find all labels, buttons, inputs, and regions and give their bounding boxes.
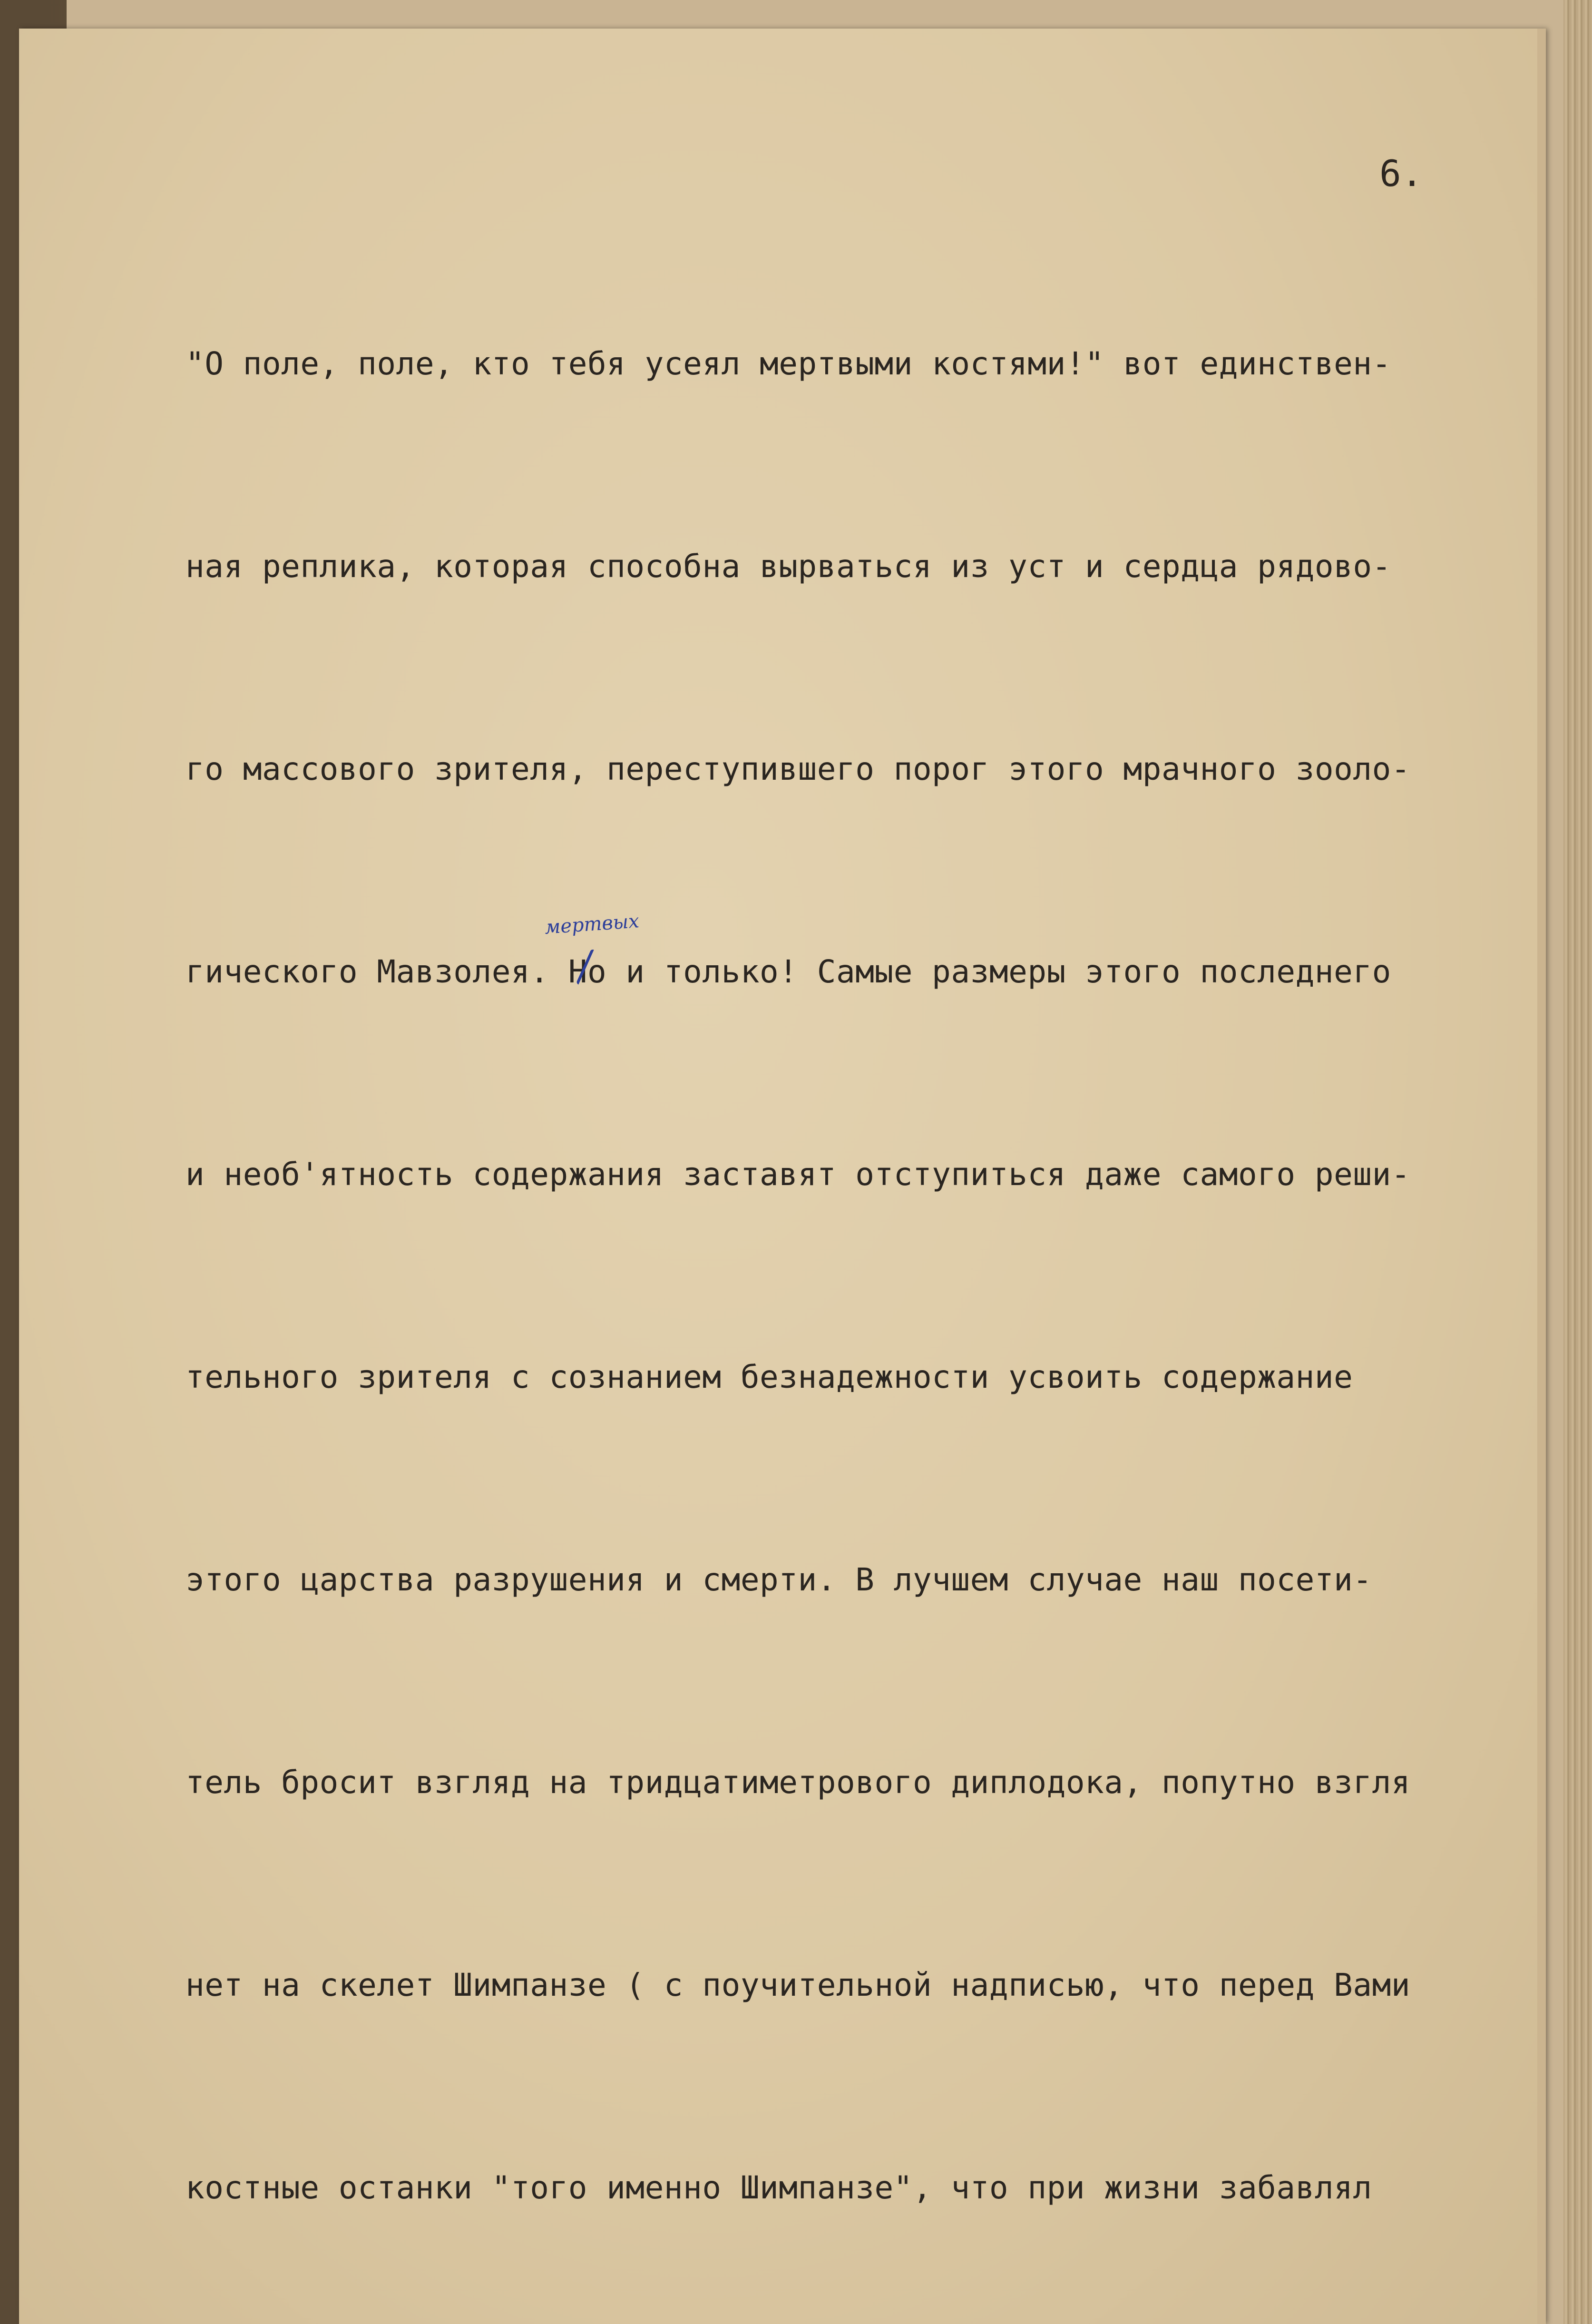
text-line: ная реплика, которая способна вырваться из уст и сердца рядово-: [186, 548, 1391, 585]
text-line: тельного зрителя с сознанием безнадежности усвоить содержание: [186, 1359, 1353, 1395]
text-line: костные останки "того именно Шимпанзе", что при жизни забавлял: [186, 2169, 1372, 2206]
text-line: тель бросит взгляд на тридцатиметрового диплодока, попутно взгля: [186, 1764, 1411, 1801]
page-number: 6.: [1379, 152, 1423, 195]
text-line: и необ'ятность содержания заставят отступиться даже самого реши-: [186, 1156, 1411, 1193]
page-body: [186, 195, 1551, 2324]
text-line: го массового зрителя, переступившего порог этого мрачного зооло-: [186, 751, 1411, 787]
text-line: гического Мавзолея. Но и только! Самые размеры этого последнего: [186, 953, 1391, 990]
handwritten-annotation: мертвых: [544, 910, 640, 939]
text-line: этого царства разрушения и смерти. В лучшем случае наш посети-: [186, 1561, 1372, 1598]
text-line: нет на скелет Шимпанзе ( с поучительной надписью, что перед Вами: [186, 1967, 1411, 2003]
text-line: "О поле, поле, кто тебя усеял мертвыми костями!" вот единствен-: [186, 345, 1391, 382]
stacked-page-edges: [1563, 0, 1592, 2324]
